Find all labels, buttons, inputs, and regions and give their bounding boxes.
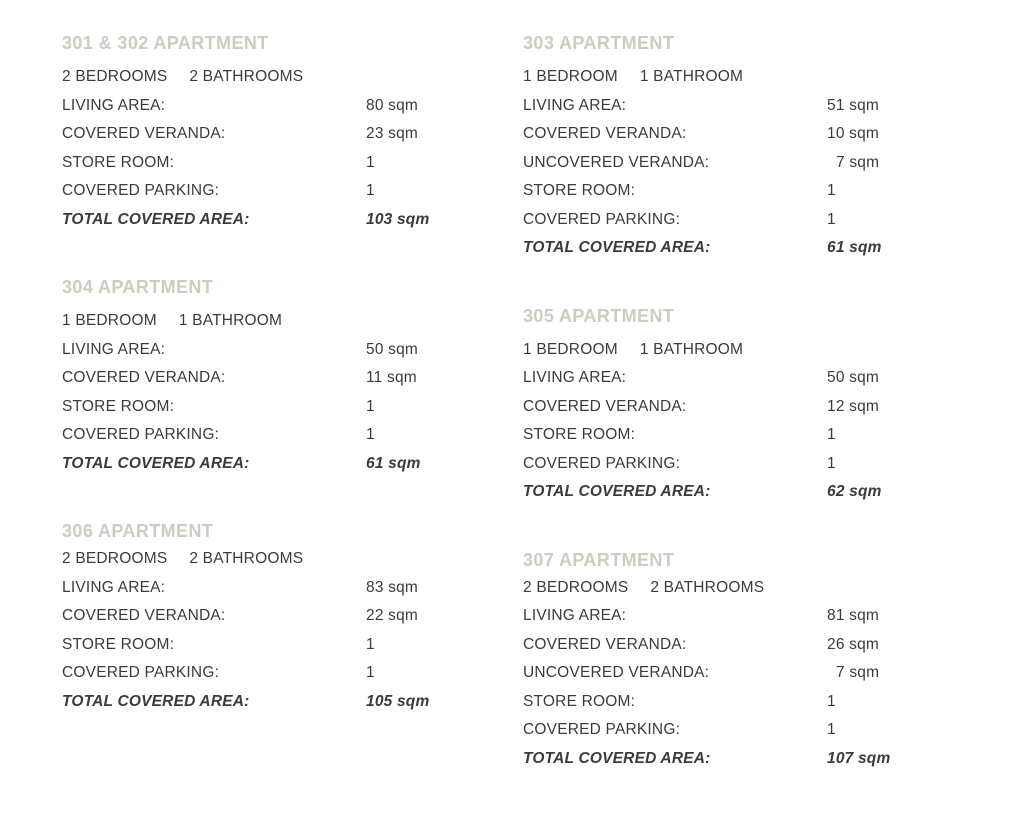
bedrooms-text: 2 BEDROOMS — [523, 578, 629, 596]
bed-bath-line — [523, 63, 963, 92]
spec-row-covered-veranda — [62, 120, 502, 149]
spec-row-living-area — [62, 336, 502, 365]
spec-row-living-area — [62, 574, 502, 603]
spec-label: COVERED VERANDA: — [523, 397, 687, 415]
spec-value: 26 sqm — [827, 635, 880, 653]
spec-row-uncovered-veranda — [523, 149, 963, 178]
total-label: TOTAL COVERED AREA: — [523, 749, 711, 767]
total-row — [62, 206, 502, 235]
spec-row-covered-veranda — [62, 602, 502, 631]
apartment-block-307 — [523, 550, 963, 774]
total-value: 61 sqm — [366, 454, 421, 472]
apartment-title: 301 & 302 APARTMENT — [62, 33, 269, 53]
total-label: TOTAL COVERED AREA: — [62, 692, 250, 710]
spec-value: 51 sqm — [827, 96, 880, 114]
spec-row-covered-parking — [523, 716, 963, 745]
spec-value: 23 sqm — [366, 125, 419, 142]
bed-bath-line — [523, 336, 963, 365]
spec-row-covered-veranda — [523, 393, 963, 422]
spec-label: STORE ROOM: — [62, 153, 175, 171]
spec-row-store-room — [523, 421, 963, 450]
total-row — [62, 450, 502, 479]
total-row — [62, 688, 502, 717]
spec-label: UNCOVERED VERANDA: — [523, 664, 710, 681]
spec-value: 1 — [366, 153, 375, 171]
apartment-block-303 — [523, 33, 963, 263]
spec-value: 1 — [827, 692, 836, 710]
spec-label: LIVING AREA: — [62, 340, 166, 358]
total-value: 103 sqm — [366, 210, 430, 228]
spec-label: COVERED PARKING: — [62, 664, 220, 681]
apartment-block-306 — [62, 521, 502, 716]
spec-value: 22 sqm — [366, 607, 419, 624]
bedrooms-text: 2 BEDROOMS — [62, 68, 168, 85]
apartment-block-304 — [62, 277, 502, 478]
spec-label: COVERED VERANDA: — [523, 635, 687, 653]
spec-label: COVERED PARKING: — [523, 454, 681, 472]
total-label: TOTAL COVERED AREA: — [523, 239, 711, 256]
spec-value: 80 sqm — [366, 96, 419, 114]
spec-label: COVERED PARKING: — [62, 426, 220, 443]
total-value: 62 sqm — [827, 483, 882, 500]
spec-label: UNCOVERED VERANDA: — [523, 153, 710, 171]
spec-value: 7 sqm — [827, 153, 880, 171]
bed-bath-line — [62, 63, 502, 92]
spec-value: 1 — [366, 426, 375, 443]
spec-row-covered-parking — [523, 450, 963, 479]
total-row — [523, 478, 963, 507]
spec-value: 81 sqm — [827, 607, 880, 624]
spec-value: 1 — [366, 635, 375, 653]
total-value: 105 sqm — [366, 692, 430, 710]
spec-label: STORE ROOM: — [523, 426, 636, 443]
spec-row-uncovered-veranda — [523, 659, 963, 688]
total-value: 107 sqm — [827, 749, 891, 767]
left-column — [62, 33, 502, 716]
bedrooms-text: 1 BEDROOM — [62, 312, 157, 329]
spec-row-covered-veranda — [62, 364, 502, 393]
spec-row-store-room — [62, 393, 502, 422]
bed-bath-line — [62, 307, 502, 336]
spec-row-living-area — [62, 92, 502, 121]
spec-value: 1 — [827, 426, 836, 443]
bathrooms-text: 1 BATHROOM — [639, 68, 744, 85]
spec-row-store-room — [523, 688, 963, 717]
right-column — [523, 33, 963, 773]
spec-label: COVERED PARKING: — [523, 210, 681, 228]
spec-label: STORE ROOM: — [523, 692, 636, 710]
bedrooms-text: 2 BEDROOMS — [62, 550, 168, 567]
spec-label: STORE ROOM: — [62, 397, 175, 415]
bathrooms-text: 1 BATHROOM — [178, 312, 283, 329]
bathrooms-text: 2 BATHROOMS — [650, 578, 765, 596]
apartment-block-305 — [523, 306, 963, 507]
total-label: TOTAL COVERED AREA: — [62, 210, 250, 228]
spec-row-store-room — [62, 631, 502, 660]
apartment-title: 306 APARTMENT — [62, 521, 214, 541]
bathrooms-text: 2 BATHROOMS — [189, 68, 304, 85]
spec-row-living-area — [523, 364, 963, 393]
spec-label: COVERED VERANDA: — [523, 125, 687, 142]
total-value: 61 sqm — [827, 239, 882, 256]
spec-row-covered-veranda — [523, 631, 963, 660]
spec-label: LIVING AREA: — [523, 96, 627, 114]
spec-row-covered-parking — [62, 421, 502, 450]
bedrooms-text: 1 BEDROOM — [523, 68, 618, 85]
bathrooms-text: 1 BATHROOM — [639, 340, 744, 358]
spec-row-covered-parking — [523, 206, 963, 235]
spec-value: 1 — [366, 664, 375, 681]
bedrooms-text: 1 BEDROOM — [523, 340, 618, 358]
apartment-title: 305 APARTMENT — [523, 305, 675, 326]
total-label: TOTAL COVERED AREA: — [62, 454, 250, 472]
spec-value: 10 sqm — [827, 125, 880, 142]
spec-label: COVERED PARKING: — [62, 182, 220, 199]
spec-value: 11 sqm — [366, 369, 417, 386]
apartment-title: 303 APARTMENT — [523, 33, 675, 53]
spec-value: 50 sqm — [366, 340, 419, 358]
spec-label: STORE ROOM: — [523, 182, 636, 199]
spec-value: 1 — [366, 397, 375, 415]
apartment-title: 307 APARTMENT — [523, 549, 675, 570]
spec-label: COVERED PARKING: — [523, 721, 681, 738]
spec-row-living-area — [523, 92, 963, 121]
spec-value: 1 — [827, 721, 836, 738]
spec-value: 1 — [366, 182, 375, 199]
spec-row-store-room — [62, 149, 502, 178]
spec-value: 1 — [827, 182, 836, 199]
spec-value: 50 sqm — [827, 369, 880, 386]
spec-value: 83 sqm — [366, 578, 419, 596]
spec-label: STORE ROOM: — [62, 635, 175, 653]
spec-row-covered-parking — [62, 659, 502, 688]
spec-value: 1 — [827, 210, 836, 228]
spec-row-covered-veranda — [523, 120, 963, 149]
bathrooms-text: 2 BATHROOMS — [189, 550, 304, 567]
spec-row-covered-parking — [62, 177, 502, 206]
spec-label: LIVING AREA: — [523, 607, 627, 624]
spec-value: 1 — [827, 454, 836, 472]
spec-label: LIVING AREA: — [523, 369, 627, 386]
total-row — [523, 745, 963, 774]
spec-value: 7 sqm — [827, 664, 880, 681]
spec-value: 12 sqm — [827, 397, 880, 415]
total-row — [523, 234, 963, 263]
spec-row-living-area — [523, 602, 963, 631]
spec-label: COVERED VERANDA: — [62, 369, 226, 386]
bed-bath-line — [523, 574, 963, 603]
spec-label: LIVING AREA: — [62, 96, 166, 114]
apartment-block-301-302 — [62, 33, 502, 234]
total-label: TOTAL COVERED AREA: — [523, 483, 711, 500]
spec-label: COVERED VERANDA: — [62, 607, 226, 624]
spec-label: COVERED VERANDA: — [62, 125, 226, 142]
spec-row-store-room — [523, 177, 963, 206]
apartment-title: 304 APARTMENT — [62, 277, 214, 297]
bed-bath-line — [62, 545, 502, 574]
spec-label: LIVING AREA: — [62, 578, 166, 596]
